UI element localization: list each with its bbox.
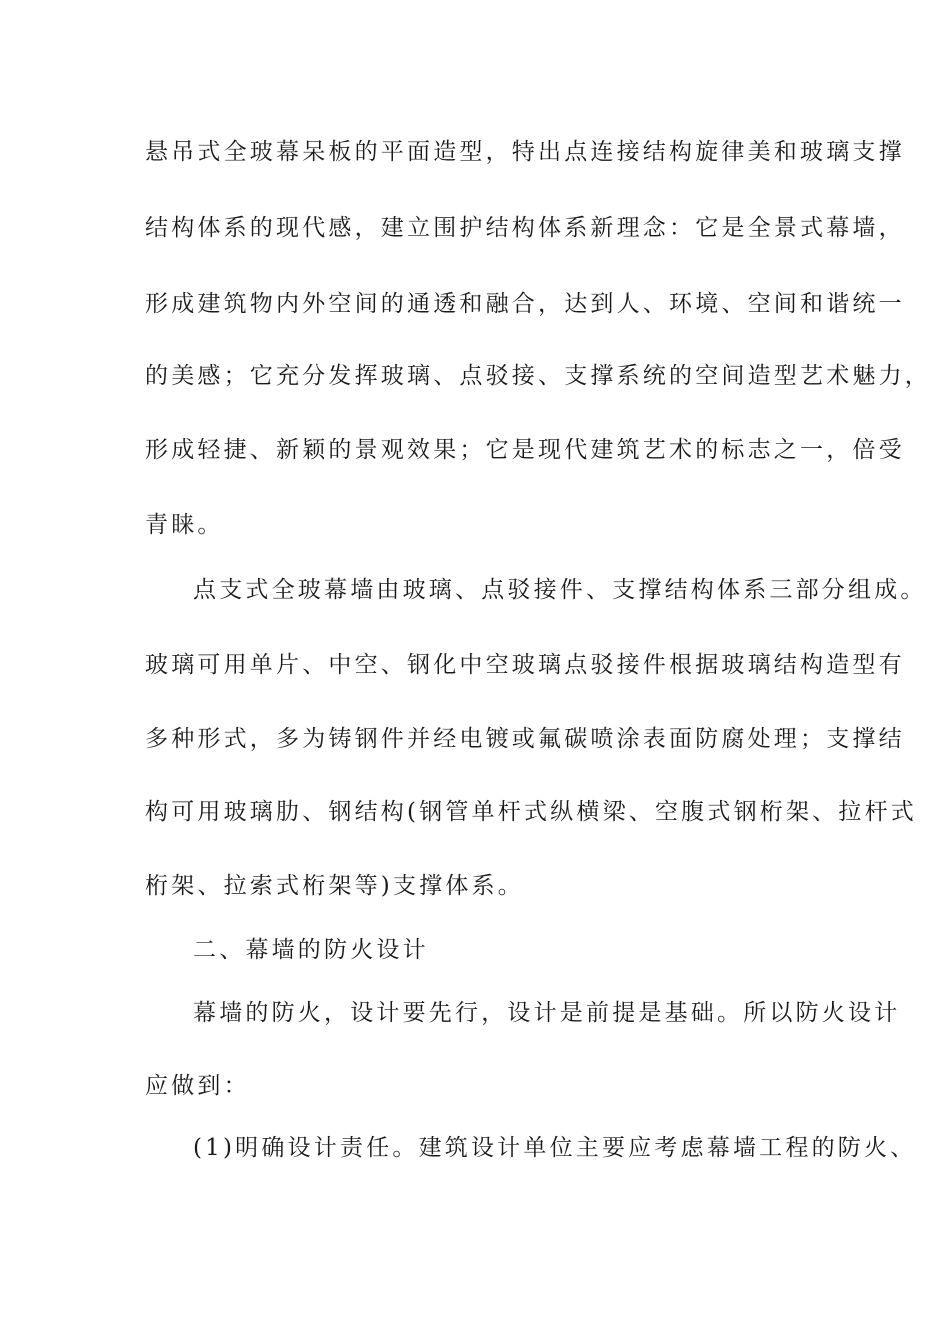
paragraph-line-13: 幕墙的防火，设计要先行，设计是前提是基础。所以防火设计 xyxy=(193,1000,901,1026)
paragraph-line-5: 形成轻捷、新颖的景观效果；它是现代建筑艺术的标志之一，倍受 xyxy=(145,437,905,463)
paragraph-line-10: 构可用玻璃肋、钢结构(钢管单杆式纵横梁、空腹式钢桁架、拉杆式 xyxy=(145,799,917,825)
paragraph-line-6: 青睐。 xyxy=(145,512,224,538)
paragraph-line-15: (1)明确设计责任。建筑设计单位主要应考虑幕墙工程的防火、 xyxy=(193,1135,917,1161)
paragraph-line-9: 多种形式，多为铸钢件并经电镀或氟碳喷涂表面防腐处理；支撑结 xyxy=(145,726,905,752)
paragraph-line-14: 应做到： xyxy=(145,1073,250,1099)
paragraph-line-4: 的美感；它充分发挥玻璃、点驳接、支撑系统的空间造型艺术魅力， xyxy=(145,363,931,389)
paragraph-line-8: 玻璃可用单片、中空、钢化中空玻璃点驳接件根据玻璃结构造型有 xyxy=(145,652,905,678)
paragraph-line-1: 悬吊式全玻幕呆板的平面造型，特出点连接结构旋律美和玻璃支撑 xyxy=(145,139,905,165)
paragraph-line-11: 桁架、拉索式桁架等)支撑体系。 xyxy=(145,873,524,899)
paragraph-line-2: 结构体系的现代感，建立围护结构体系新理念：它是全景式幕墙， xyxy=(145,215,905,241)
paragraph-line-3: 形成建筑物内外空间的通透和融合，达到人、环境、空间和谐统一 xyxy=(145,291,905,317)
section-heading: 二、幕墙的防火设计 xyxy=(193,937,429,963)
paragraph-line-7: 点支式全玻幕墙由玻璃、点驳接件、支撑结构体系三部分组成。 xyxy=(193,577,927,603)
